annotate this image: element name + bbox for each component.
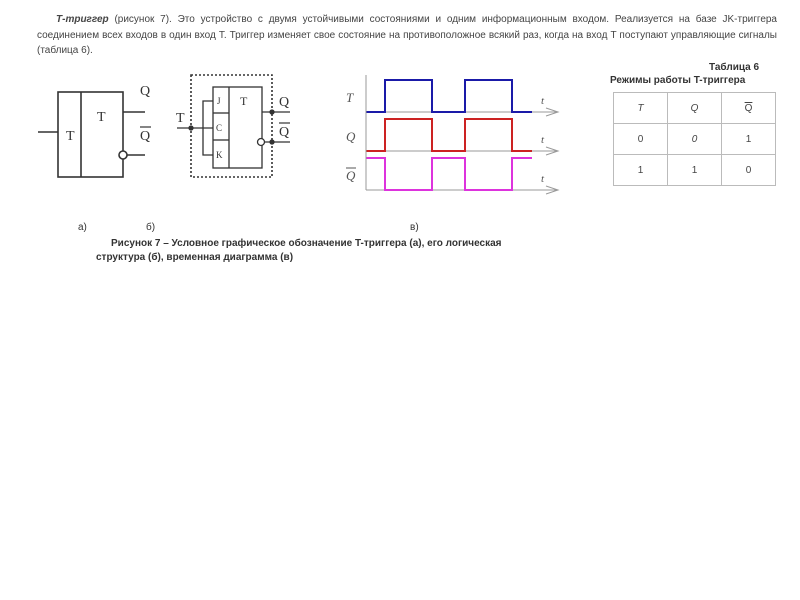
table-number: Таблица 6 xyxy=(709,62,760,73)
label: T xyxy=(240,94,248,108)
cell: 1 xyxy=(668,155,722,186)
signal-label: Q xyxy=(346,168,356,183)
timing-diagram xyxy=(346,80,558,194)
signal-2 xyxy=(366,158,532,190)
jk-structure xyxy=(177,75,290,177)
c-label: C xyxy=(216,123,223,133)
header-cell: $\overline{Q}$ xyxy=(722,93,776,124)
t-trigger-symbol xyxy=(38,92,145,177)
t-input-label: T xyxy=(176,111,185,126)
cell: 0 xyxy=(668,124,722,155)
cell: 0 xyxy=(722,155,776,186)
term: Т-триггер xyxy=(56,14,109,25)
truth-table xyxy=(613,92,776,186)
signal-label: Q xyxy=(346,129,356,144)
qbar-label: Q xyxy=(140,129,151,144)
header-cell: T xyxy=(614,93,668,124)
cell: 0 xyxy=(614,124,668,155)
label: T xyxy=(66,129,75,144)
header-cell: Q xyxy=(668,93,722,124)
signal-0 xyxy=(366,80,532,112)
j-label: J xyxy=(217,96,221,106)
paragraph-text: (рисунок 7). Это устройство с двумя устойчивыми состояниями и одним информационным входом. Реализуется на базе JK-триггера соединением всех входов в один вход T. Триггер изменяет свое состояние на противоположное всякий раз, когда на вход T поступают управляющие сигналы (таблица 6). xyxy=(37,14,777,56)
t-axis-label: t xyxy=(541,173,545,185)
caption-a: а) xyxy=(78,222,87,233)
q-label: Q xyxy=(279,95,290,110)
figure-caption-line2: структура (б), временная диаграмма (в) xyxy=(96,252,294,263)
caption-b: б) xyxy=(146,222,156,233)
table-title: Режимы работы T-триггера xyxy=(610,75,746,86)
label: T xyxy=(97,110,106,125)
table-row xyxy=(614,155,776,186)
table-row xyxy=(614,124,776,155)
signal-label: T xyxy=(346,90,354,105)
q-label: Q xyxy=(140,84,151,99)
cell: 1 xyxy=(722,124,776,155)
cell: 1 xyxy=(614,155,668,186)
table-header-row xyxy=(614,93,776,124)
figure-caption-line1: Рисунок 7 – Условное графическое обозначение T-триггера (а), его логическая xyxy=(111,238,502,249)
caption-c: в) xyxy=(410,222,419,233)
k-label: K xyxy=(216,150,223,160)
t-axis-label: t xyxy=(541,134,545,146)
qbar-label: Q xyxy=(279,125,290,140)
signal-1 xyxy=(366,119,532,151)
t-axis-label: t xyxy=(541,95,545,107)
